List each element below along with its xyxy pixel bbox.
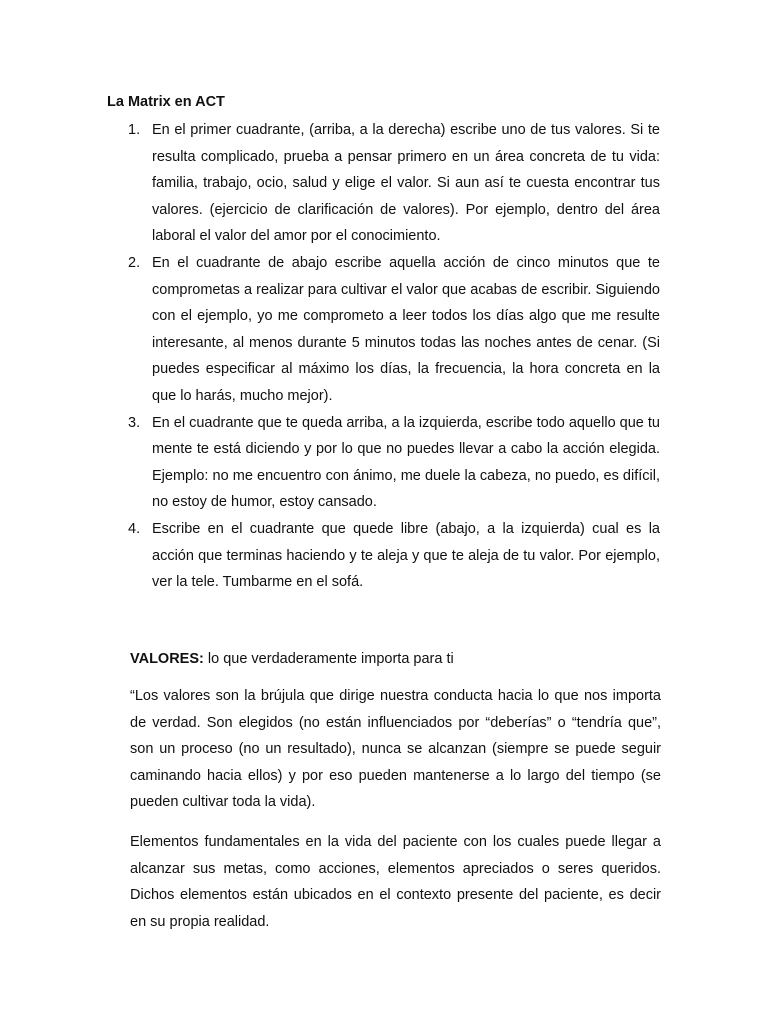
step-number: 4. [128, 520, 141, 537]
step-text: En el primer cuadrante, (arriba, a la derecha) escribe uno de tus valores. Si te resulta complicado, prueba a pensar primero en un área concreta de tu vida: familia, trabajo, ocio, salud y elige el valor. Si aun así te cuesta encontrar tus valores. (ejercicio de clarificación de valores). Por ejemplo, dentro del área laboral el valor del amor por el conocimiento. [152, 122, 660, 245]
valores-description: lo que verdaderamente importa para ti [203, 651, 454, 667]
step-text: En el cuadrante que te queda arriba, a la izquierda, escribe todo aquello que tu mente te está diciendo y por lo que no puedes llevar a cabo la acción elegida. Ejemplo: no me encuentro con ánimo, me duele la cabeza, no puedo, es difícil, no estoy de humor, estoy cansado. [152, 414, 660, 511]
matrix-step-1 [130, 117, 660, 250]
document-title: La Matrix en ACT [107, 94, 225, 110]
step-number: 1. [128, 122, 141, 138]
matrix-step-2 [130, 250, 660, 410]
step-text: Escribe en el cuadrante que quede libre (abajo, a la izquierda) cual es la acción que terminas haciendo y te aleja y que te aleja de tu valor. Por ejemplo, ver la tele. Tumbarme en el sofá. [152, 520, 660, 591]
step-number: 3. [128, 414, 141, 431]
fundamental-elements-paragraph: Elementos fundamentales en la vida del paciente con los cuales puede llegar a alcanzar sus metas, como acciones, elementos apreciados o seres queridos. Dichos elementos están ubicados en el contexto presente del paciente, es decir en su propia realidad. [130, 834, 661, 930]
step-text: En el cuadrante de abajo escribe aquella acción de cinco minutos que te comprometas a realizar para cultivar el valor que acabas de escribir. Siguiendo con el ejemplo, yo me comprometo a leer todos los días algo que me resulte interesante, al menos durante 5 minutos todas las noches antes de cenar. (Si puedes especificar al máximo los días, la frecuencia, la hora concreta en la que lo harás, mucho mejor). [152, 254, 660, 404]
matrix-step-3 [130, 410, 660, 516]
matrix-steps-list [130, 117, 660, 596]
matrix-step-4 [130, 516, 660, 596]
values-quote-paragraph: “Los valores son la brújula que dirige nuestra conducta hacia lo que nos importa de verdad. Son elegidos (no están influenciados por “deberías” o “tendría que”, son un proceso (no un resultado), nunca se alcanzan (siempre se puede seguir caminando hacia ellos) y por eso pueden mantenerse a lo largo del tiempo (se pueden cultivar toda la vida). [130, 688, 661, 811]
step-number: 2. [128, 254, 141, 271]
valores-heading [130, 646, 661, 673]
valores-label: VALORES: [130, 651, 204, 667]
